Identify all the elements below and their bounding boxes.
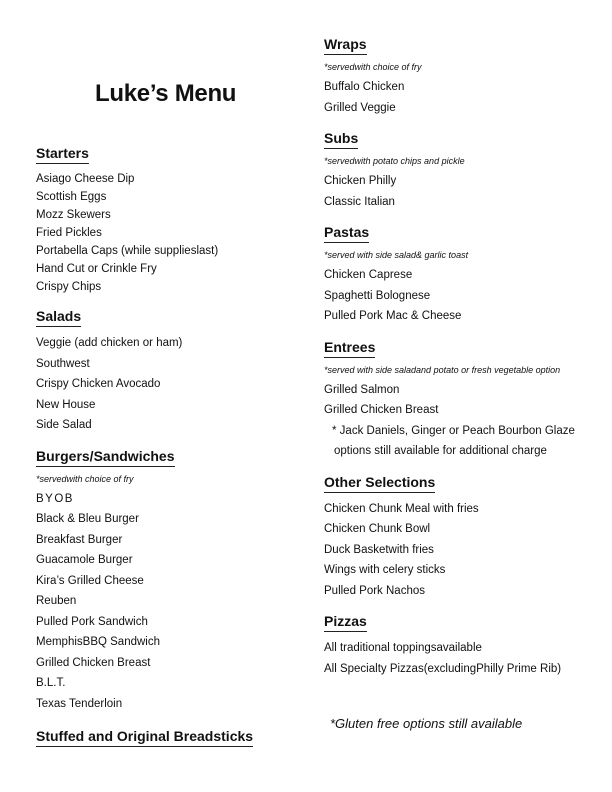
- menu-item: Spaghetti Bolognese: [324, 289, 431, 302]
- menu-item: Pulled Pork Nachos: [324, 584, 425, 597]
- section-note: *served with side saladand potato or fresh vegetable option: [324, 364, 561, 375]
- menu-item: Black & Bleu Burger: [36, 513, 139, 525]
- menu-item: Hand Cut or Crinkle Fry: [36, 263, 157, 275]
- menu-item: Crispy Chips: [36, 281, 102, 293]
- section-heading-wraps: Wraps: [324, 36, 367, 55]
- section-note: *servedwith choice of fry: [324, 62, 422, 72]
- burgers-section: [36, 448, 286, 715]
- starters-section: [36, 145, 286, 296]
- section-heading-salads: Salads: [36, 308, 81, 327]
- menu-item: B.L.T.: [36, 677, 66, 689]
- section-heading-other: Other Selections: [324, 474, 435, 493]
- section-heading-breadsticks: Stuffed and Original Breadsticks: [36, 728, 253, 747]
- wraps-section: [324, 36, 604, 118]
- pastas-section: [324, 224, 604, 327]
- menu-item: Kira’s Grilled Cheese: [36, 574, 144, 587]
- section-note: *served with side salad& garlic toast: [324, 250, 469, 260]
- left-column: [36, 145, 286, 765]
- menu-item: Portabella Caps (while supplieslast): [36, 245, 219, 257]
- menu-title: Luke’s Menu: [95, 80, 237, 107]
- section-heading-pizzas: Pizzas: [324, 613, 367, 632]
- breadsticks-section: [36, 728, 286, 753]
- menu-item: Pulled Pork Mac & Cheese: [324, 310, 462, 322]
- section-note: *servedwith choice of fry: [36, 473, 134, 484]
- section-heading-starters: Starters: [36, 145, 89, 164]
- menu-item: Chicken Chunk Bowl: [324, 523, 431, 535]
- menu-item: Duck Basketwith fries: [324, 543, 434, 556]
- menu-item: Grilled Salmon: [324, 383, 400, 396]
- burgers-list: [36, 489, 286, 715]
- salads-list: [36, 333, 286, 436]
- entrees-section: [324, 339, 604, 462]
- section-heading-burgers: Burgers/Sandwiches: [36, 448, 175, 467]
- menu-item: Fried Pickles: [36, 227, 102, 239]
- menu-item: Veggie (add chicken or ham): [36, 337, 183, 349]
- menu-item: Side Salad: [36, 419, 92, 431]
- menu-item: All traditional toppingsavailable: [324, 642, 482, 654]
- menu-item: MemphisBBQ Sandwich: [36, 636, 160, 648]
- menu-item: Chicken Caprese: [324, 269, 413, 281]
- menu-item: Classic Italian: [324, 195, 395, 208]
- starters-list: [36, 170, 286, 296]
- menu-item: Scottish Eggs: [36, 191, 107, 203]
- other-selections-section: [324, 474, 604, 602]
- section-heading-subs: Subs: [324, 130, 358, 149]
- pizzas-section: [324, 613, 604, 679]
- gluten-free-note: *Gluten free options still available: [330, 716, 523, 731]
- menu-item: Grilled Chicken Breast: [324, 404, 439, 416]
- menu-item: Grilled Chicken Breast: [36, 656, 151, 669]
- menu-item: Reuben: [36, 595, 77, 607]
- menu-item: Crispy Chicken Avocado: [36, 378, 161, 390]
- menu-item: BYOB: [36, 492, 74, 505]
- section-heading-entrees: Entrees: [324, 339, 375, 358]
- right-column: [324, 36, 604, 691]
- menu-item: Buffalo Chicken: [324, 81, 405, 93]
- section-heading-pastas: Pastas: [324, 224, 369, 243]
- menu-item: All Specialty Pizzas(excludingPhilly Prime Rib): [324, 662, 562, 675]
- menu-item: Guacamole Burger: [36, 554, 133, 566]
- menu-item: Mozz Skewers: [36, 209, 111, 221]
- menu-item: Asiago Cheese Dip: [36, 173, 135, 185]
- subs-section: [324, 130, 604, 212]
- menu-item: Wings with celery sticks: [324, 564, 446, 576]
- section-note: *servedwith potato chips and pickle: [324, 156, 465, 166]
- menu-item: Southwest: [36, 357, 90, 370]
- menu-item: New House: [36, 398, 96, 411]
- menu-item: Chicken Philly: [324, 175, 397, 187]
- glaze-note-continued: options still available for additional charge: [334, 445, 547, 457]
- salads-section: [36, 308, 286, 436]
- menu-item: Texas Tenderloin: [36, 697, 123, 710]
- glaze-note: * Jack Daniels, Ginger or Peach Bourbon Glaze: [332, 424, 575, 437]
- menu-item: Breakfast Burger: [36, 533, 123, 546]
- menu-item: Chicken Chunk Meal with fries: [324, 502, 479, 515]
- menu-item: Grilled Veggie: [324, 101, 396, 114]
- menu-item: Pulled Pork Sandwich: [36, 615, 148, 628]
